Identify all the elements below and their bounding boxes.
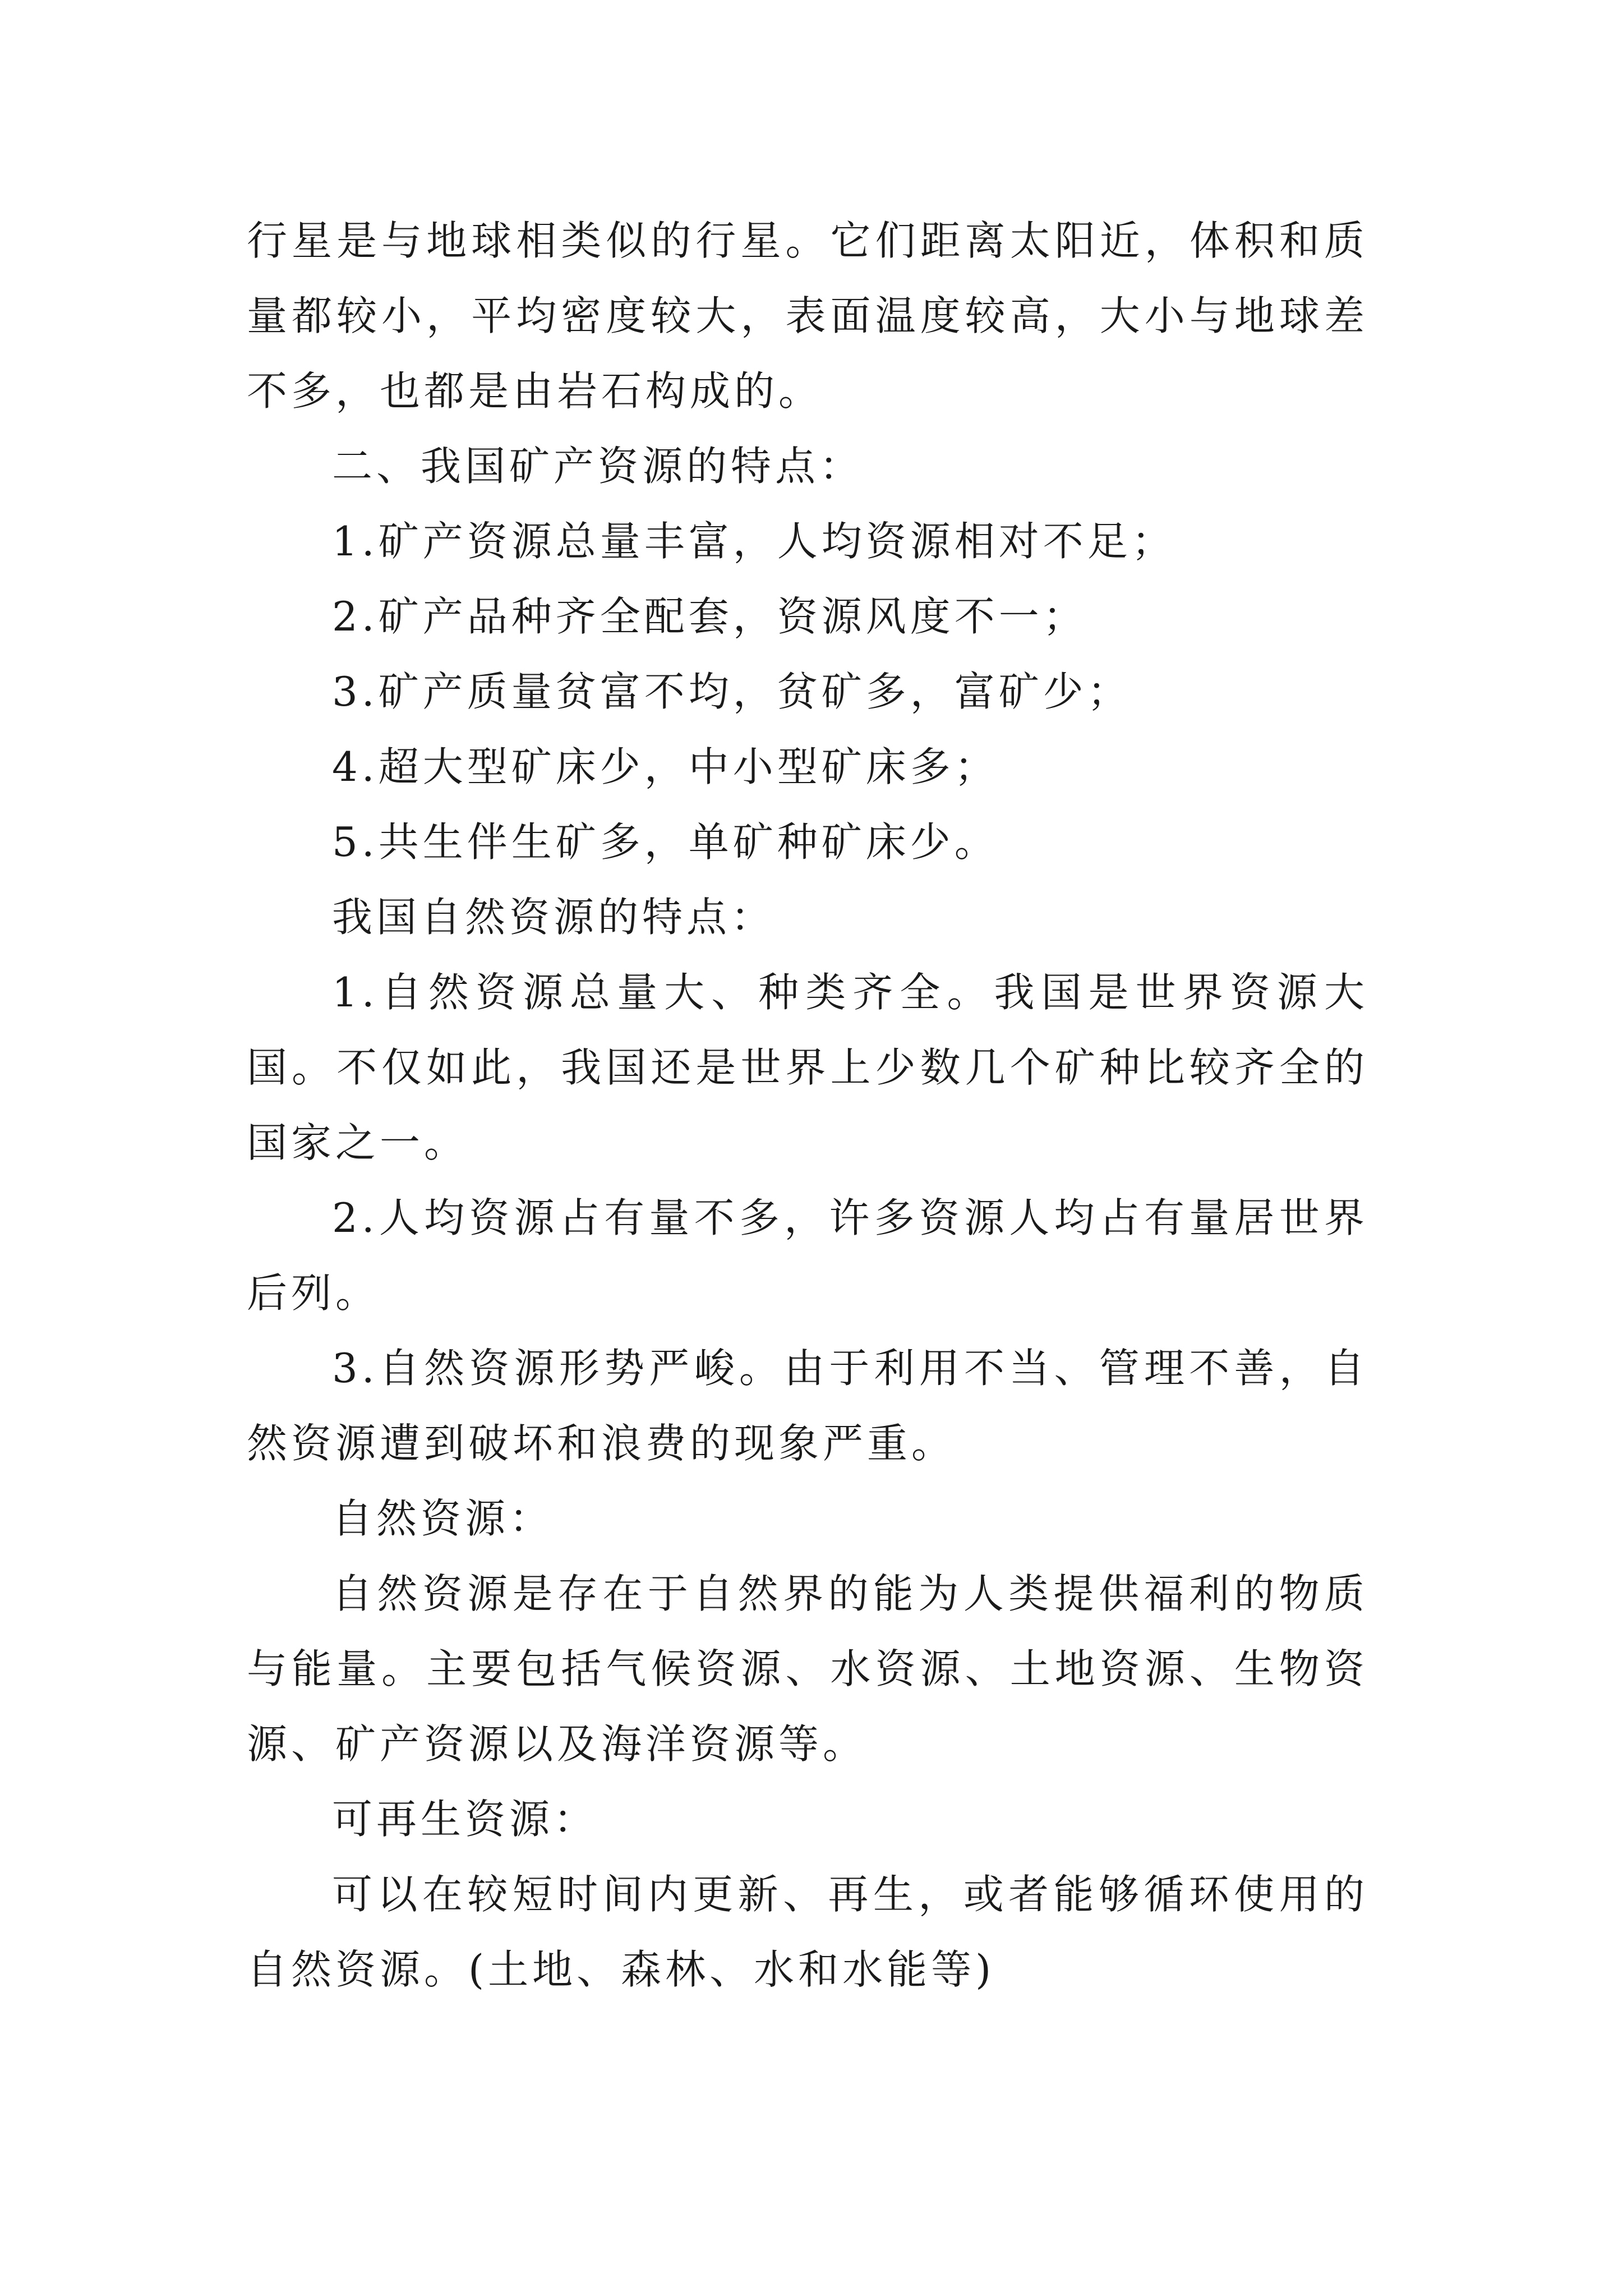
list-item-mineral-1: 1.矿产资源总量丰富，人均资源相对不足； (332, 518, 1176, 565)
list-item-mineral-3: 3.矿产质量贫富不均，贫矿多，富矿少； (332, 668, 1132, 715)
paragraph-terrestrial-planets: 行星是与地球相类似的行星。它们距离太阳近，体积和质量都较小，平均密度较大，表面温度较高，大小与地球差不多，也都是由岩石构成的。 (247, 217, 1368, 415)
heading-natural-resources: 自然资源： (332, 1495, 554, 1542)
list-item-mineral-5: 5.共生伴生矿多，单矿种矿床少。 (332, 818, 999, 866)
heading-natural-resources-features: 我国自然资源的特点： (332, 894, 776, 941)
heading-mineral-resources-features: 二、我国矿产资源的特点： (332, 443, 864, 490)
list-item-natural-2: 2.人均资源占有量不多，许多资源人均占有量居世界后列。 (247, 1194, 1368, 1317)
paragraph-natural-resources-definition: 自然资源是存在于自然界的能为人类提供福利的物质与能量。主要包括气候资源、水资源、土地资源、生物资源、矿产资源以及海洋资源等。 (247, 1570, 1368, 1768)
list-item-mineral-4: 4.超大型矿床少，中小型矿床多； (332, 743, 999, 790)
list-item-natural-3: 3.自然资源形势严峻。由于利用不当、管理不善，自然资源遭到破坏和浪费的现象严重。 (247, 1345, 1368, 1467)
document-body (247, 203, 1368, 2007)
list-item-mineral-2: 2.矿产品种齐全配套，资源风度不一； (332, 593, 1087, 640)
paragraph-renewable-resources-definition: 可以在较短时间内更新、再生，或者能够循环使用的自然资源。(土地、森林、水和水能等) (247, 1871, 1368, 1993)
heading-renewable-resources: 可再生资源： (332, 1796, 598, 1843)
list-item-natural-1: 1.自然资源总量大、种类齐全。我国是世界资源大国。不仅如此，我国还是世界上少数几个矿种比较齐全的国家之一。 (247, 969, 1368, 1166)
